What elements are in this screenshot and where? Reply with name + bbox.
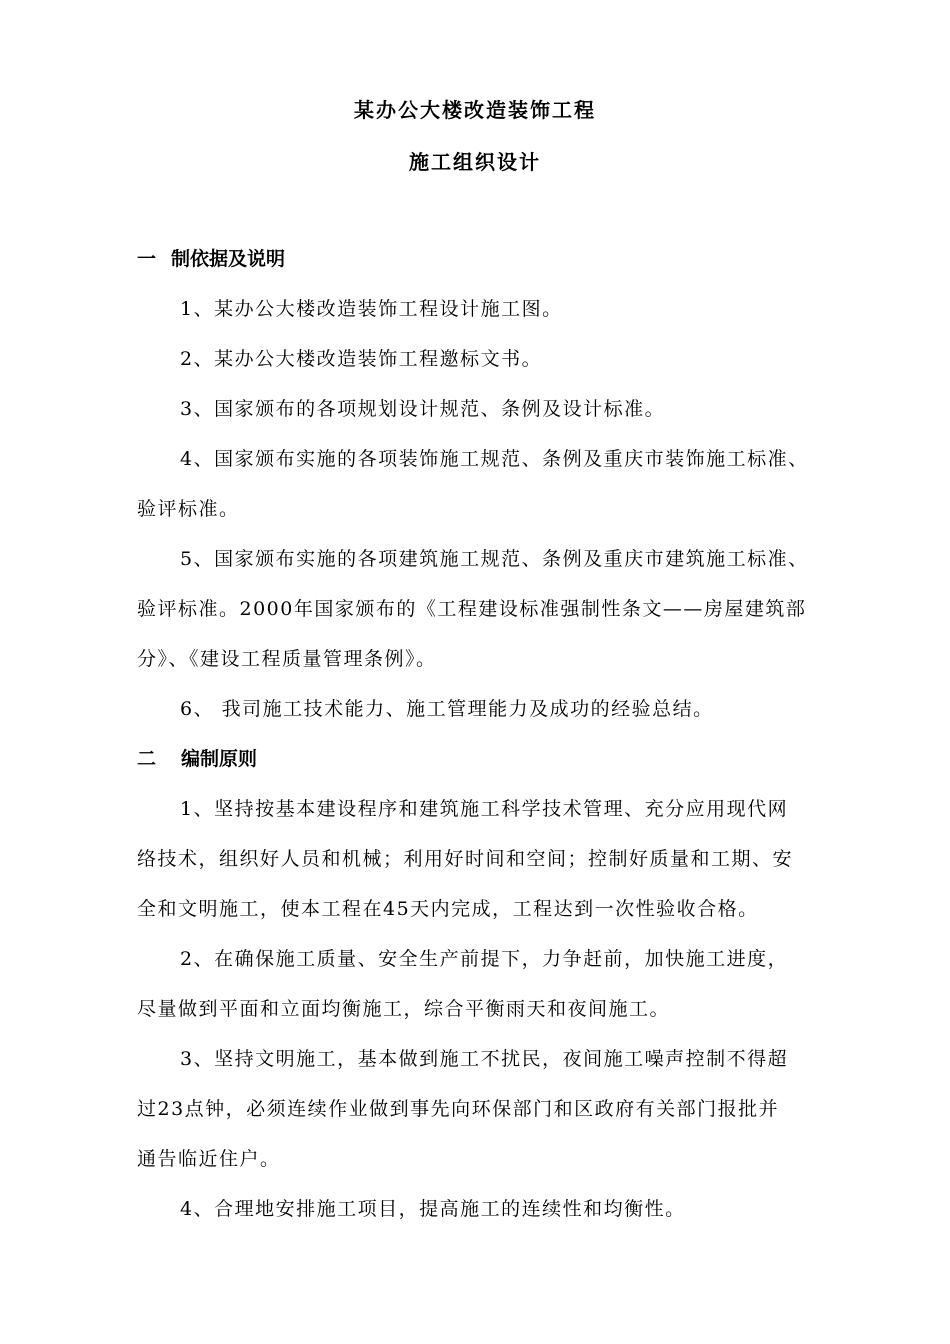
section-heading-1 xyxy=(137,244,285,271)
paragraph-line: 4、合理地安排施工项目，提高施工的连续性和均衡性。 xyxy=(180,1198,686,1220)
paragraph-line: 全和文明施工，使本工程在45天内完成，工程达到一次性验收合格。 xyxy=(137,898,759,920)
paragraph-line: 验评标准。 xyxy=(137,498,240,520)
section-title: 制依据及说明 xyxy=(171,248,286,270)
paragraph-line: 5、国家颁布实施的各项建筑施工规范、条例及重庆市建筑施工标准、 xyxy=(180,548,809,570)
paragraph-line: 过23点钟，必须连续作业做到事先向环保部门和区政府有关部门报批并 xyxy=(137,1098,780,1120)
paragraph-line: 3、国家颁布的各项规划设计规范、条例及设计标准。 xyxy=(180,398,666,420)
paragraph-line: 1、坚持按基本建设程序和建筑施工科学技术管理、充分应用现代网 xyxy=(180,798,789,820)
paragraph-line: 4、国家颁布实施的各项装饰施工规范、条例及重庆市装饰施工标准、 xyxy=(180,448,809,470)
paragraph-line: 6、 我司施工技术能力、施工管理能力及成功的经验总结。 xyxy=(180,698,714,720)
section-number: 一 xyxy=(137,248,157,270)
section-number: 二 xyxy=(137,748,157,770)
paragraph-line: 1、某办公大楼改造装饰工程设计施工图。 xyxy=(180,298,563,320)
paragraph-line: 验评标准。2000年国家颁布的《工程建设标准强制性条文——房屋建筑部 xyxy=(137,598,807,620)
paragraph-line: 2、某办公大楼改造装饰工程邀标文书。 xyxy=(180,348,543,370)
paragraph-line: 尽量做到平面和立面均衡施工，综合平衡雨天和夜间施工。 xyxy=(137,998,671,1020)
paragraph-line: 分》、《建设工程质量管理条例》。 xyxy=(137,648,437,670)
document-title: 某办公大楼改造装饰工程 xyxy=(354,98,596,122)
paragraph-line: 3、坚持文明施工，基本做到施工不扰民，夜间施工噪声控制不得超 xyxy=(180,1048,789,1070)
document-subtitle: 施工组织设计 xyxy=(409,150,541,174)
paragraph-line: 2、在确保施工质量、安全生产前提下，力争赶前，加快施工进度， xyxy=(180,948,789,970)
paragraph-line: 络技术，组织好人员和机械；利用好时间和空间；控制好质量和工期、安 xyxy=(137,848,794,870)
section-heading-2 xyxy=(137,744,257,771)
section-title: 编制原则 xyxy=(181,748,258,770)
paragraph-line: 通告临近住户。 xyxy=(137,1148,281,1170)
